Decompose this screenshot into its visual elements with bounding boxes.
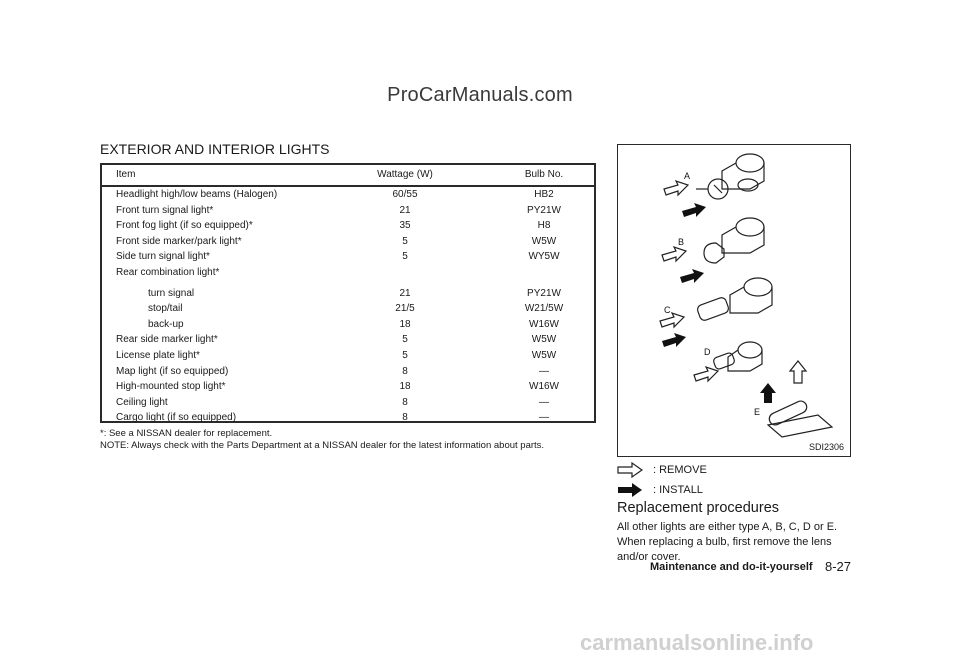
table-cell-item: Side turn signal light*	[116, 251, 210, 263]
table-cell-wattage: 8	[402, 412, 408, 424]
remove-arrow-c-icon	[660, 313, 684, 327]
table-cell-bulb: W16W	[529, 381, 559, 393]
table-cell-item: Map light (if so equipped)	[116, 365, 229, 377]
table-cell-wattage: 21	[399, 287, 411, 299]
socket-b-icon	[736, 218, 764, 236]
table-cell-bulb: —	[539, 412, 549, 424]
header-wattage: Wattage (W)	[377, 169, 433, 180]
table-cell-wattage: 5	[402, 235, 408, 247]
table-cell-bulb: W5W	[531, 235, 557, 247]
remove-arrow-b-icon	[662, 247, 686, 261]
table-cell-wattage: 35	[399, 220, 411, 232]
table-cell-item: Front side marker/park light*	[116, 235, 242, 247]
figure-label-c: C	[664, 305, 671, 315]
table-cell-item: Cargo light (if so equipped)	[116, 412, 237, 424]
table-cell-item: turn signal	[148, 287, 195, 299]
page-number: 8-27	[825, 559, 852, 574]
table-cell-bulb: W16W	[529, 318, 559, 330]
bulb-d-icon	[713, 352, 736, 370]
table-cell-bulb: —	[539, 396, 549, 408]
bulb-table	[100, 163, 596, 423]
install-arrow-icon	[617, 482, 643, 498]
table-cell-wattage: 5	[402, 334, 408, 346]
bulb-types-figure	[617, 144, 851, 457]
bulb-e-icon	[767, 399, 808, 427]
socket-a-icon	[736, 154, 764, 172]
table-cell-item: License plate light*	[116, 350, 200, 361]
table-cell-item: Front fog light (if so equipped)*	[116, 220, 253, 232]
install-arrow-e-icon	[760, 383, 776, 403]
header-item: Item	[116, 169, 136, 180]
table-cell-bulb: PY21W	[527, 287, 561, 299]
table-cell-bulb: HB2	[534, 189, 554, 200]
section-title: EXTERIOR AND INTERIOR LIGHTS	[100, 141, 330, 157]
table-cell-wattage: 5	[402, 251, 408, 263]
table-cell-item: Ceiling light	[116, 396, 168, 408]
remove-arrow-icon	[617, 462, 643, 478]
table-cell-wattage: 18	[399, 381, 411, 393]
replacement-title: Replacement procedures	[617, 500, 780, 516]
table-cell-item: High-mounted stop light*	[116, 381, 226, 393]
table-cell-bulb: W21/5W	[524, 303, 564, 315]
table-cell-wattage: 21/5	[395, 303, 415, 315]
footnote: *: See a NISSAN dealer for replacement.	[100, 428, 273, 439]
bulb-b-icon	[704, 243, 724, 263]
table-cell-item: Front turn signal light*	[116, 204, 214, 216]
figure-label-e: E	[754, 407, 761, 417]
table-cell-wattage: 5	[402, 350, 408, 361]
install-arrow-c-icon	[662, 333, 686, 347]
install-arrow-a-icon	[682, 203, 706, 217]
table-cell-wattage: 8	[402, 396, 408, 408]
table-cell-item: Rear side marker light*	[116, 334, 218, 346]
replacement-body: All other lights are either type A, B, C, D or E. When replacing a bulb, first remove the lens and/or cover.	[617, 521, 838, 563]
figure-label-b: B	[678, 237, 685, 247]
socket-c-icon	[744, 278, 772, 296]
watermark-bottom: carmanualsonline.info	[580, 630, 814, 655]
figure-label-d: D	[704, 347, 711, 357]
table-cell-item: stop/tail	[148, 303, 183, 315]
table-cell-bulb: H8	[537, 220, 551, 232]
legend-remove-label: : REMOVE	[653, 464, 707, 476]
table-cell-bulb: W5W	[531, 350, 557, 361]
parts-note: NOTE: Always check with the Parts Department at a NISSAN dealer for the latest information about parts.	[100, 440, 545, 451]
table-header	[102, 165, 594, 187]
footer-section: Maintenance and do-it-yourself	[650, 561, 813, 573]
install-arrow-b-icon	[680, 269, 704, 283]
remove-arrow-d-icon	[694, 367, 718, 381]
table-cell-wattage: 21	[399, 204, 411, 216]
table-cell-bulb: PY21W	[527, 204, 561, 216]
table-cell-item: back-up	[148, 318, 184, 330]
table-cell-item: Rear combination light*	[116, 267, 220, 278]
table-cell-item: Headlight high/low beams (Halogen)	[116, 189, 278, 200]
header-bulb: Bulb No.	[524, 169, 564, 180]
legend-remove	[617, 462, 707, 478]
remove-arrow-a-icon	[664, 181, 688, 195]
table-cell-wattage: 8	[402, 365, 408, 377]
table-cell-bulb: —	[539, 365, 549, 377]
legend-install-label: : INSTALL	[653, 484, 703, 496]
socket-d-icon	[738, 342, 762, 358]
table-cell-wattage: 60/55	[392, 189, 418, 200]
table-cell-bulb: W5W	[531, 334, 557, 346]
legend-install	[617, 482, 703, 498]
remove-arrow-e-icon	[790, 361, 806, 383]
bulb-c-icon	[696, 296, 730, 321]
figure-code: SDI2306	[808, 442, 844, 452]
table-cell-wattage: 18	[399, 318, 411, 330]
watermark-top: ProCarManuals.com	[387, 84, 573, 106]
bulb-illustration	[618, 145, 850, 456]
figure-label-a: A	[684, 171, 691, 181]
table-cell-bulb: WY5W	[528, 251, 560, 263]
